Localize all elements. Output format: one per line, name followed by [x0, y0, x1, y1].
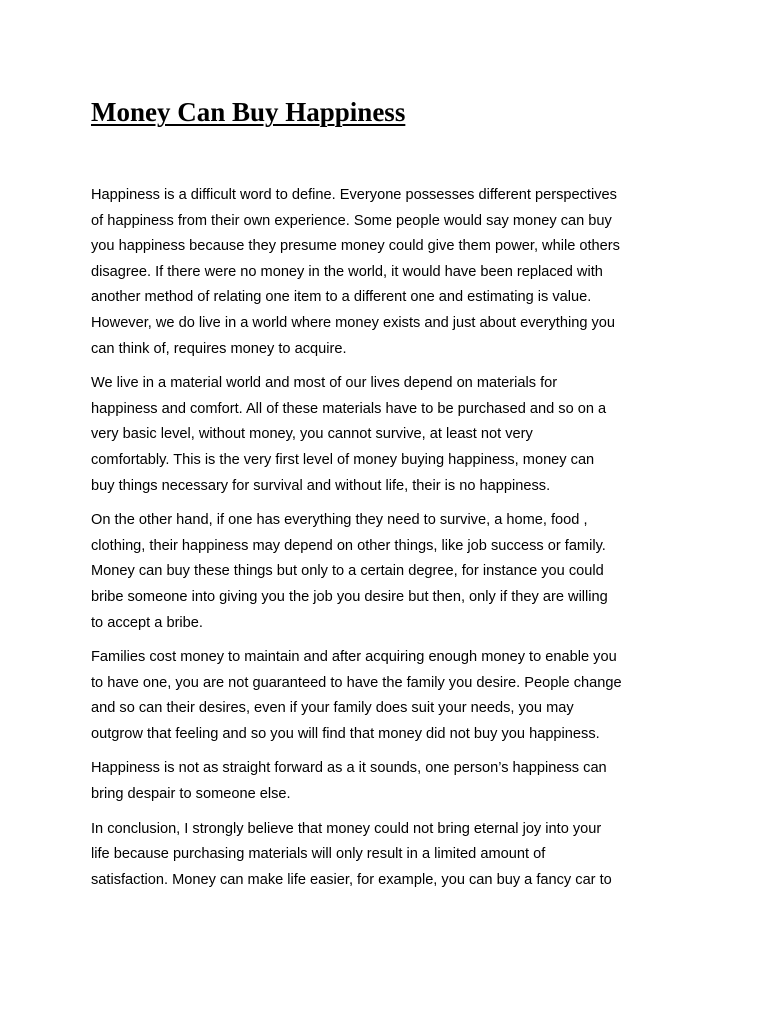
paragraph-line: We live in a material world and most of our lives depend on materials for [91, 375, 558, 392]
paragraph-line: On the other hand, if one has everything they need to survive, a home, food , [91, 512, 588, 529]
paragraph-line: bring despair to someone else. [91, 786, 291, 803]
paragraph-line: to accept a bribe. [91, 614, 203, 631]
document-body [91, 183, 691, 902]
paragraph-line: outgrow that feeling and so you will find that money did not buy you happiness. [91, 725, 600, 742]
paragraph-line: Families cost money to maintain and after acquiring enough money to enable you [91, 649, 617, 666]
paragraph-line: very basic level, without money, you cannot survive, at least not very [91, 426, 533, 443]
paragraph-line: can think of, requires money to acquire. [91, 340, 347, 357]
paragraph [91, 508, 691, 636]
paragraph-line: Happiness is not as straight forward as a it sounds, one person’s happiness can [91, 760, 607, 777]
paragraph-line: buy things necessary for survival and without life, their is no happiness. [91, 477, 551, 494]
paragraph [91, 371, 691, 499]
paragraph [91, 183, 691, 362]
paragraph-line: to have one, you are not guaranteed to have the family you desire. People change [91, 674, 622, 691]
paragraph [91, 817, 691, 894]
paragraph-line: you happiness because they presume money could give them power, while others [91, 238, 620, 255]
paragraph-line: Happiness is a difficult word to define. Everyone possesses different perspectives [91, 187, 617, 203]
paragraph-line: Money can buy these things but only to a certain degree, for instance you could [91, 563, 604, 580]
paragraph-line: clothing, their happiness may depend on other things, like job success or family. [91, 537, 606, 554]
paragraph-line: life because purchasing materials will only result in a limited amount of [91, 846, 546, 863]
paragraph-line: satisfaction. Money can make life easier, for example, you can buy a fancy car to [91, 871, 612, 888]
paragraph [91, 645, 691, 747]
paragraph-line: comfortably. This is the very first level of money buying happiness, money can [91, 451, 595, 468]
paragraph-line: happiness and comfort. All of these materials have to be purchased and so on a [91, 400, 607, 417]
paragraph-line: of happiness from their own experience. Some people would say money can buy [91, 212, 612, 229]
paragraph-line: However, we do live in a world where money exists and just about everything you [91, 314, 616, 331]
paragraph-line: disagree. If there were no money in the world, it would have been replaced with [91, 263, 603, 280]
paragraph [91, 756, 691, 807]
document-title: Money Can Buy Happiness [91, 97, 406, 127]
paragraph-line: another method of relating one item to a different one and estimating is value. [91, 289, 592, 306]
paragraph-line: bribe someone into giving you the job you desire but then, only if they are willing [91, 588, 608, 605]
paragraph-line: In conclusion, I strongly believe that money could not bring eternal joy into your [91, 820, 602, 837]
paragraph-line: and so can their desires, even if your family does suit your needs, you may [91, 700, 574, 717]
